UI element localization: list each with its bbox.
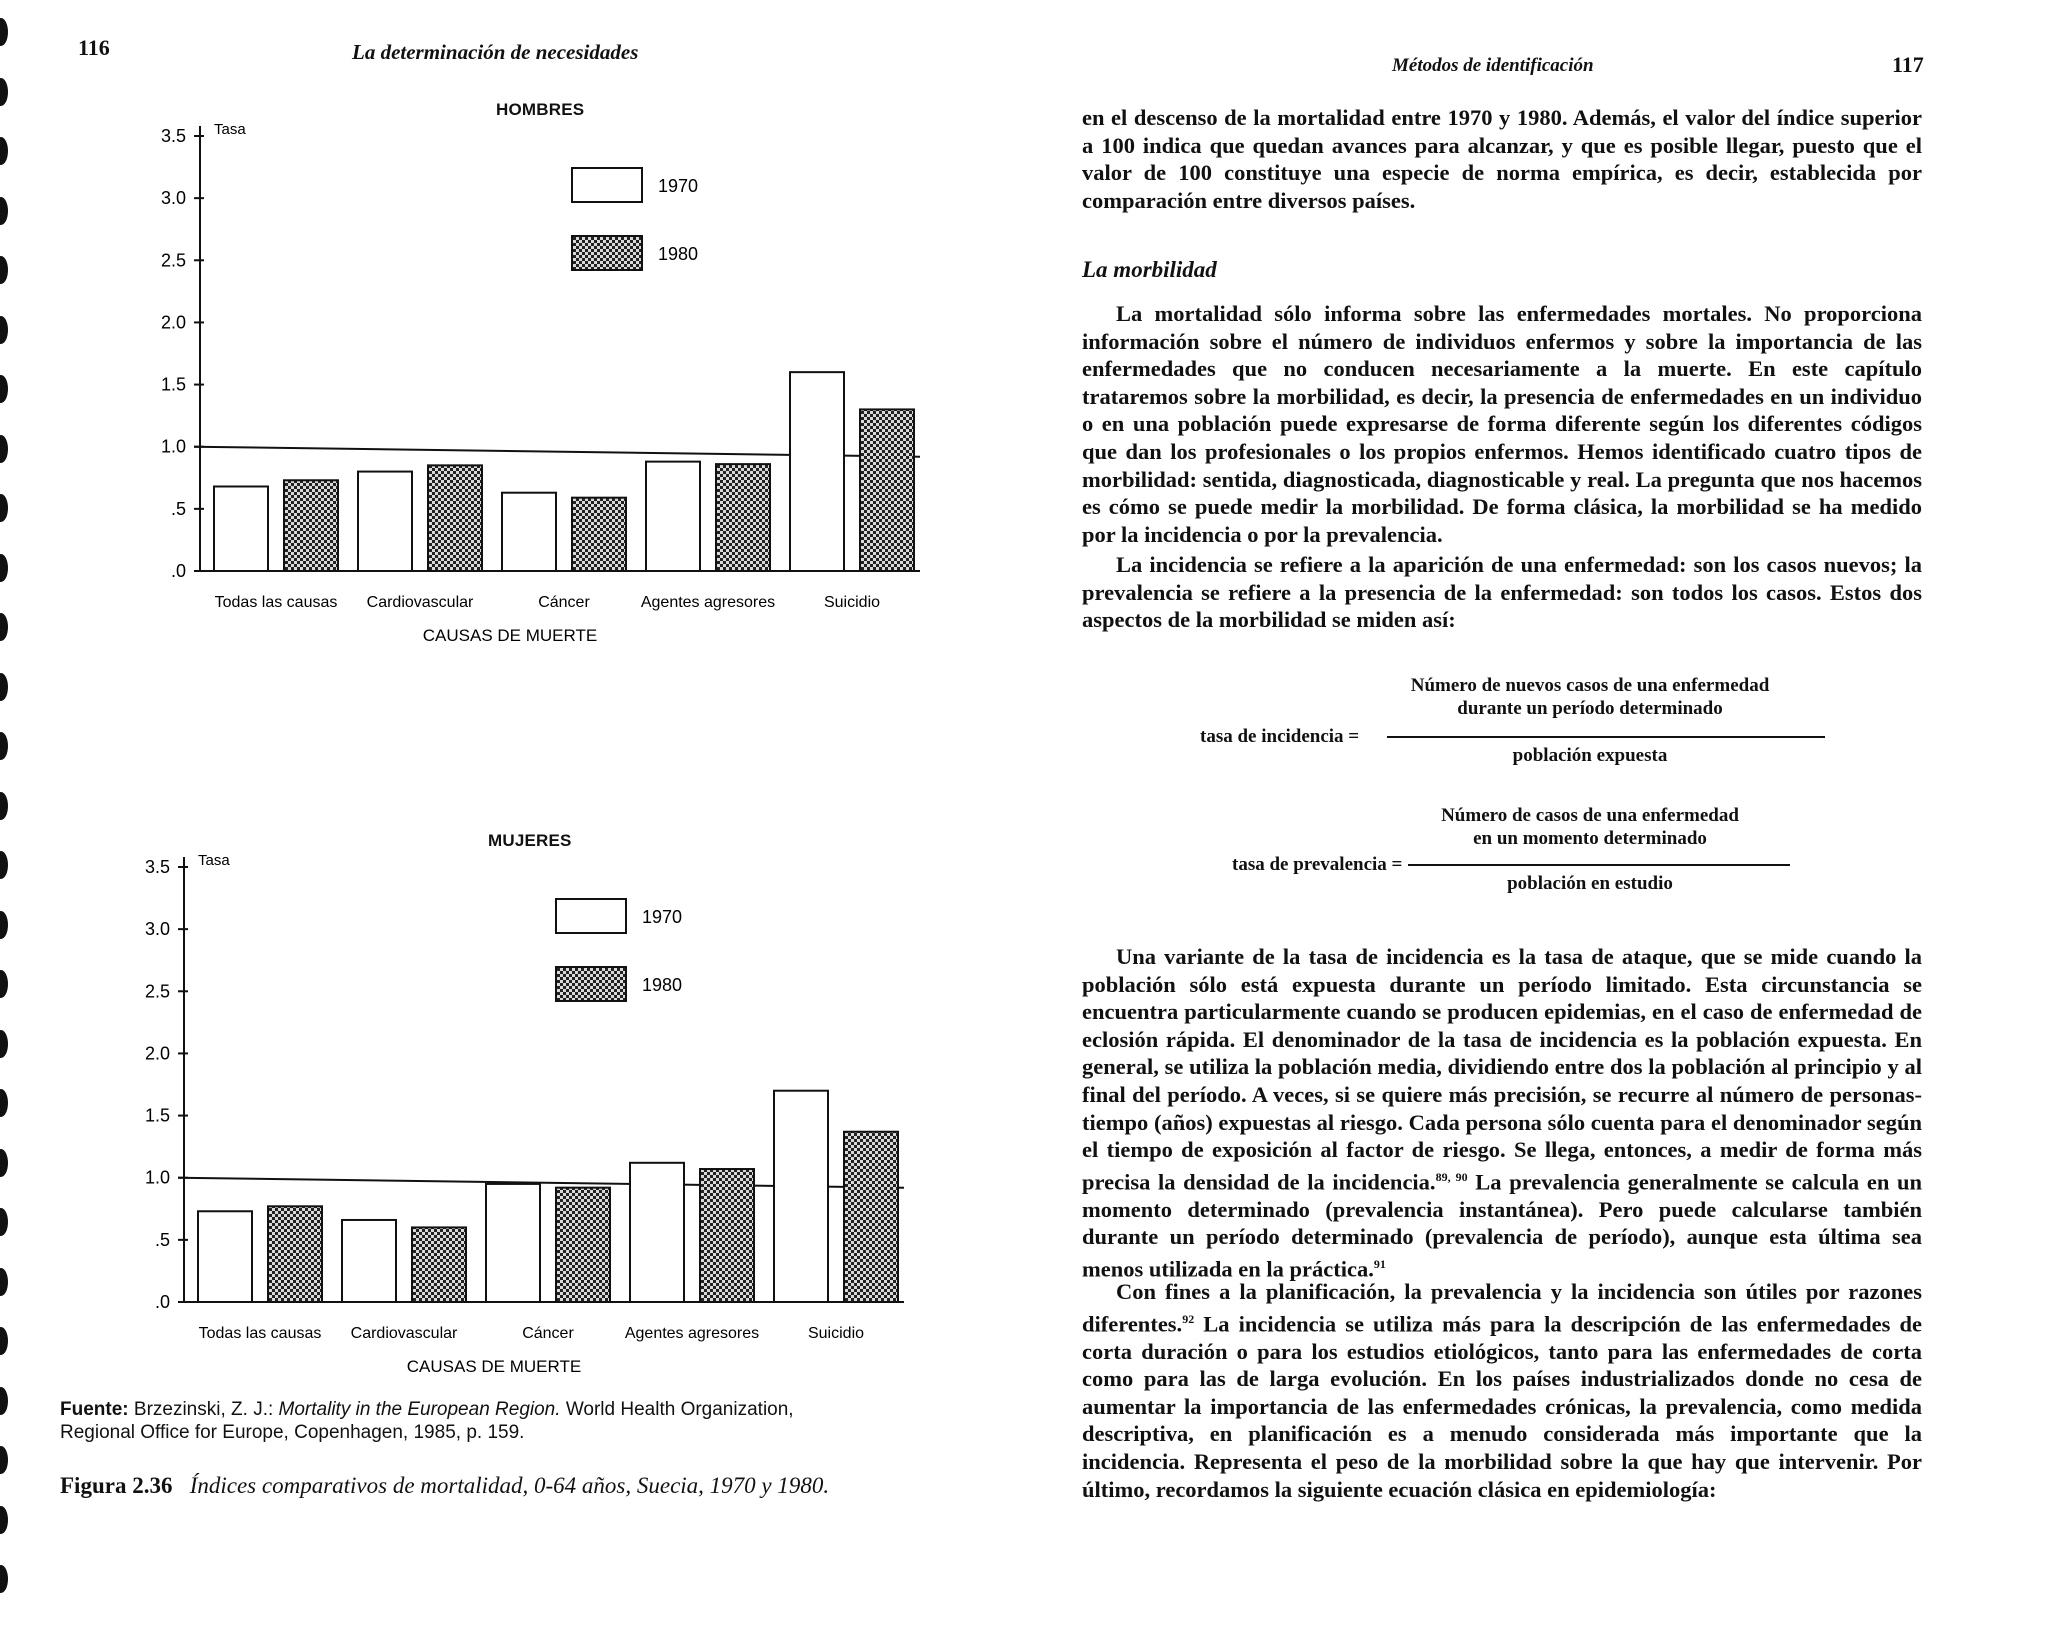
x-tick-label: Suicidio — [807, 1325, 865, 1342]
left-page — [40, 0, 980, 1630]
y-tick-label: .0 — [154, 1292, 170, 1312]
paragraph-4-text: Una variante de la tasa de incidencia es la tasa de ataque, que se mide cuando la población sólo está expuesta durante un período limitado. Esta circunstancia se encuentra particularmente cuando se producen epidemias, en el caso de enfermedad de eclosión rápida. El denominador de la tasa de incidencia es la población expuesta. En general, se utiliza la población media, dividiendo entre dos la población al principio y al final del período. A veces, si se quiere más precisión, se recurre al número de personas-tiempo (años) expuestas al riesgo. Cada persona sólo cuenta para el denominador según el tiempo de exposición al factor de riesgo. Se llega, entonces, a medir de forma más precisa la densidad de la incidencia. — [1082, 944, 1922, 1195]
binding-hole — [0, 18, 8, 46]
binding-hole — [0, 732, 8, 760]
y-tick-label: .5 — [170, 498, 186, 519]
bar-1970-todas-las-causas — [214, 486, 268, 571]
bar-1980-agentes-agresores — [716, 464, 770, 571]
binding-hole — [0, 1327, 8, 1355]
binding-hole — [0, 1506, 8, 1534]
bar-1970-agentes-agresores — [630, 1163, 684, 1302]
figure-number: Figura 2.36 — [60, 1473, 173, 1498]
y-tick-label: 2.0 — [144, 1043, 170, 1064]
formula-incidence-num-line1: Número de nuevos casos de una enfermedad — [1410, 675, 1770, 696]
paragraph-1: en el descenso de la mortalidad entre 1970 y 1980. Además, el valor del índice superior a 100 indica que quedan avances para alcanzar, y que es posible llegar, puesto que el valor de 100 constituye una especie de norma empírica, es decir, establecida por comparación entre diversos países. — [1082, 105, 1922, 213]
legend-swatch-1980 — [556, 967, 626, 1001]
x-tick-label: Todas las causas — [198, 1325, 322, 1342]
formula-prevalence-num-line2: en un momento determinado — [1473, 828, 1707, 849]
y-tick-label: 2.0 — [160, 312, 186, 333]
y-tick-label: 1.0 — [144, 1167, 170, 1188]
y-tick-label: .5 — [154, 1229, 170, 1250]
paragraph-3: La incidencia se refiere a la aparición de una enfermedad: son los casos nuevos; la prevalencia se refiere a la presencia de la enfermedad: son todos los casos. Estos dos aspectos de la morbilidad se miden así: — [1082, 552, 1922, 633]
binding-hole — [0, 256, 8, 284]
chart-hombres — [90, 96, 940, 666]
paragraph-5 — [1082, 1278, 1922, 1503]
source-location: Regional Office for Europe, Copenhagen, 1985, p. 159. — [60, 1422, 525, 1443]
right-page — [1060, 0, 2048, 1630]
x-tick-label: Cáncer — [522, 1325, 574, 1342]
formula-prevalence-numerator — [1400, 804, 1780, 850]
y-tick-label: 1.5 — [144, 1105, 170, 1126]
page-number-right: 117 — [1892, 52, 1924, 77]
x-tick-label: Cáncer — [538, 594, 590, 611]
paragraph-4 — [1082, 943, 1922, 1283]
bar-1980-cardiovascular — [412, 1227, 466, 1302]
binding-hole — [0, 613, 8, 641]
chart-title-mujeres: MUJERES — [488, 831, 572, 850]
bar-1980-agentes-agresores — [700, 1169, 754, 1302]
paragraph-4b-text: La prevalencia generalmente se calcula en un momento determinado (prevalencia instantánea). Pero puede calcularse también durante un período determinado (prevalencia de período), aunque esta última sea menos utilizada en la práctica. — [1082, 1169, 1923, 1282]
bar-1980-suicidio — [860, 409, 914, 571]
binding-hole — [0, 375, 8, 403]
binding-hole — [0, 1268, 8, 1296]
y-tick-label: 1.5 — [160, 374, 186, 395]
legend-label-1980: 1980 — [642, 975, 683, 995]
y-tick-label: 3.5 — [160, 126, 186, 146]
source-label: Fuente: — [60, 1399, 129, 1420]
binding-hole — [0, 197, 8, 225]
footnote-ref-91b: 91 — [1373, 1257, 1386, 1272]
binding-hole — [0, 554, 8, 582]
legend-label-1980: 1980 — [658, 244, 699, 264]
source-author: Brzezinski, Z. J.: — [133, 1399, 274, 1420]
bar-1980-cardiovascular — [428, 465, 482, 571]
legend-swatch-1970 — [572, 168, 642, 202]
paragraph-5a-text: Con fines a la planificación, la prevalencia y la incidencia son útiles por razones diferentes. — [1082, 1279, 1922, 1337]
binding-hole — [0, 1030, 8, 1058]
bar-1970-todas-las-causas — [198, 1211, 252, 1302]
paragraph-5b-text: La incidencia se utiliza más para la descripción de las enfermedades de corta duración o para los estudios etiológicos, tanto para las enfermedades de corta como para las de larga evolución. En los países industrializados donde no cesa de aumentar la importancia de las enfermedades crónicas, la prevalencia, como medida descriptiva, en planificación es a menudo considerada más importante que la incidencia. Representa el peso de la morbilidad sobre la que hay que intervenir. Por último, recordamos la siguiente ecuación clásica en epidemiología: — [1082, 1311, 1923, 1502]
bar-1970-cardiovascular — [358, 472, 412, 571]
binding-hole — [0, 1387, 8, 1415]
x-axis-label: CAUSAS DE MUERTE — [406, 1357, 582, 1376]
chart-hombres-svg — [90, 96, 940, 666]
formula-prevalence-num-line1: Número de casos de una enfermedad — [1441, 805, 1739, 826]
y-tick-label: .0 — [170, 561, 186, 581]
binding-hole — [0, 673, 8, 701]
legend-label-1970: 1970 — [658, 176, 699, 196]
x-tick-label: Cardiovascular — [350, 1325, 458, 1342]
bar-1970-suicidio — [790, 372, 844, 571]
y-tick-label: 2.5 — [144, 981, 170, 1002]
y-tick-label: 3.0 — [144, 919, 170, 940]
chart-mujeres-svg — [74, 827, 934, 1397]
formula-incidence-label: tasa de incidencia = — [1200, 726, 1360, 747]
formula-prevalence-fraction-bar — [1408, 864, 1790, 866]
bar-1970-cardiovascular — [342, 1220, 396, 1302]
bar-1980-cáncer — [556, 1188, 610, 1302]
formula-incidence-denominator: población expuesta — [1512, 745, 1668, 766]
source-title: Mortality in the European Region. — [278, 1399, 561, 1420]
binding-hole — [0, 792, 8, 820]
footnote-ref-92: 92 — [1182, 1311, 1195, 1326]
binding-hole — [0, 435, 8, 463]
formula-prevalence — [1060, 802, 2048, 912]
bar-1980-suicidio — [844, 1132, 898, 1302]
binding-hole — [0, 316, 8, 344]
figure-caption-text: Índices comparativos de mortalidad, 0-64 años, Suecia, 1970 y 1980. — [189, 1473, 830, 1498]
x-axis-label: CAUSAS DE MUERTE — [422, 626, 598, 645]
source-publisher: World Health Organization, — [565, 1399, 794, 1420]
running-head-right: Métodos de identificación — [1392, 55, 1594, 76]
binding-hole — [0, 1208, 8, 1236]
legend-label-1970: 1970 — [642, 907, 683, 927]
bar-1970-cáncer — [486, 1184, 540, 1302]
bar-1970-cáncer — [502, 493, 556, 571]
x-tick-label: Suicidio — [823, 594, 881, 611]
x-tick-label: Todas las causas — [214, 594, 338, 611]
x-tick-label: Agentes agresores — [624, 1325, 760, 1342]
binding-hole — [0, 1089, 8, 1117]
binding-hole — [0, 851, 8, 879]
y-tick-label: 3.5 — [144, 857, 170, 877]
binding-hole — [0, 78, 8, 106]
binding-hole — [0, 970, 8, 998]
bar-1980-cáncer — [572, 498, 626, 571]
y-tick-label: 3.0 — [160, 188, 186, 209]
figure-source — [60, 1398, 940, 1444]
formula-incidence-num-line2: durante un período determinado — [1457, 698, 1723, 719]
x-tick-label: Agentes agresores — [640, 594, 776, 611]
legend-swatch-1980 — [572, 236, 642, 270]
chart-title-hombres: HOMBRES — [496, 100, 585, 119]
bar-1980-todas-las-causas — [284, 480, 338, 571]
formula-prevalence-label: tasa de prevalencia = — [1232, 854, 1403, 875]
chart-mujeres — [74, 827, 934, 1397]
binding-hole — [0, 494, 8, 522]
bar-1970-suicidio — [774, 1091, 828, 1302]
section-heading: La morbilidad — [1082, 257, 1217, 282]
legend-swatch-1970 — [556, 899, 626, 933]
y-axis-label: Tasa — [198, 852, 230, 869]
figure-caption — [60, 1473, 960, 1499]
x-tick-label: Cardiovascular — [366, 594, 474, 611]
bar-1980-todas-las-causas — [268, 1206, 322, 1302]
formula-incidence-fraction-bar — [1387, 736, 1825, 738]
footnote-ref-89-90: 89, 90 — [1435, 1169, 1468, 1184]
formula-prevalence-denominator: población en estudio — [1507, 873, 1673, 894]
book-spine — [0, 0, 16, 1630]
y-axis-label: Tasa — [214, 121, 246, 138]
binding-hole — [0, 1446, 8, 1474]
binding-hole — [0, 1565, 8, 1593]
binding-hole — [0, 911, 8, 939]
y-tick-label: 1.0 — [160, 436, 186, 457]
formula-incidence-numerator — [1380, 674, 1800, 720]
binding-hole — [0, 137, 8, 165]
formula-incidence — [1060, 672, 2048, 782]
paragraph-2: La mortalidad sólo informa sobre las enfermedades mortales. No proporciona información sobre el número de individuos enfermos y sobre la importancia de las enfermedades que no conducen necesariamente a la muerte. En este capítulo trataremos sobre la morbilidad, es decir, la presencia de enfermedades en un individuo o en una población puede expresarse de forma diferente según los diferentes códigos que dan los profesionales o los propios enfermos. Hemos identificado cuatro tipos de morbilidad: sentida, diagnosticada, diagnosticable y real. La pregunta que nos hacemos es cómo se puede medir la morbilidad. De forma clásica, la morbilidad se ha medido por la incidencia o por la prevalencia. — [1082, 301, 1922, 547]
running-head-left: La determinación de necesidades — [352, 40, 639, 64]
binding-hole — [0, 1149, 8, 1177]
page-number-left: 116 — [78, 35, 110, 60]
y-tick-label: 2.5 — [160, 250, 186, 271]
bar-1970-agentes-agresores — [646, 462, 700, 571]
